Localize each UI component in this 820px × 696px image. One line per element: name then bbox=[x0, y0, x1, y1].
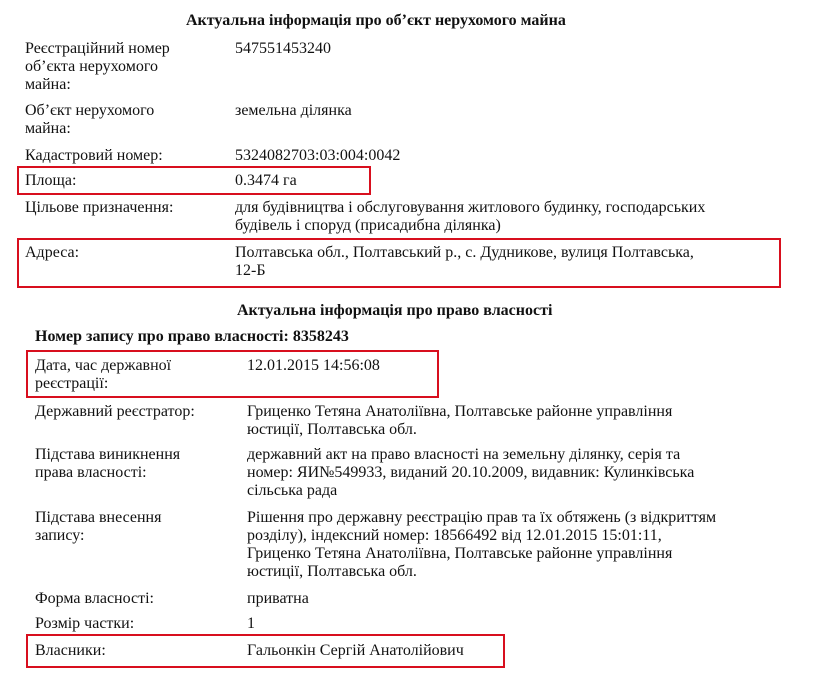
row-value: земельна ділянка bbox=[235, 102, 352, 119]
row-label: Форма власності: bbox=[35, 590, 154, 607]
row-value: приватна bbox=[247, 590, 309, 607]
row-label: Власники: bbox=[35, 642, 106, 659]
object-section-heading: Актуальна інформація про об’єкт нерухомого майна bbox=[186, 12, 566, 29]
row-value: розділу), індексний номер: 18566492 від 12.01.2015 15:01:11, bbox=[247, 527, 662, 544]
row-value: Гриценко Тетяна Анатоліївна, Полтавське районне управління bbox=[247, 403, 673, 420]
row-label: права власності: bbox=[35, 464, 147, 481]
ownership-section-heading: Актуальна інформація про право власності bbox=[237, 302, 553, 319]
row-label: Адреса: bbox=[25, 244, 80, 261]
row-label: Площа: bbox=[25, 172, 77, 189]
row-value: 5324082703:03:004:0042 bbox=[235, 147, 401, 164]
row-label: Об’єкт нерухомого bbox=[25, 102, 155, 119]
row-label: об’єкта нерухомого bbox=[25, 58, 159, 75]
row-label: Реєстраційний номер bbox=[25, 40, 170, 57]
row-value: державний акт на право власності на земельну ділянку, серія та bbox=[247, 446, 681, 463]
row-value: номер: ЯИ№549933, виданий 20.10.2009, видавник: Кулинківська bbox=[247, 464, 695, 481]
row-value: 547551453240 bbox=[235, 40, 331, 57]
row-label: реєстрації: bbox=[35, 375, 109, 392]
row-label: Дата, час державної bbox=[35, 357, 172, 374]
row-value: Гриценко Тетяна Анатоліївна, Полтавське районне управління bbox=[247, 545, 673, 562]
row-label: Державний реєстратор: bbox=[35, 403, 195, 420]
row-value: сільська рада bbox=[247, 482, 338, 499]
row-label: Підстава внесення bbox=[35, 509, 162, 526]
row-value: юстиції, Полтавська обл. bbox=[247, 563, 417, 580]
row-value: 12-Б bbox=[235, 262, 266, 279]
row-value: Гальонкін Сергій Анатолійович bbox=[247, 642, 464, 659]
row-label: Цільове призначення: bbox=[25, 199, 174, 216]
row-value: 0.3474 га bbox=[235, 172, 297, 189]
row-label: майна: bbox=[25, 76, 71, 93]
row-value: для будівництва і обслуговування житлового будинку, господарських bbox=[235, 199, 706, 216]
row-label: майна: bbox=[25, 120, 71, 137]
row-label: Підстава виникнення bbox=[35, 446, 181, 463]
row-value: Полтавська обл., Полтавський р., с. Дудникове, вулиця Полтавська, bbox=[235, 244, 694, 261]
row-value: Рішення про державну реєстрацію прав та їх обтяжень (з відкриттям bbox=[247, 509, 717, 526]
ownership-record-number: Номер запису про право власності: 8358243 bbox=[35, 328, 349, 345]
row-label: Розмір частки: bbox=[35, 615, 135, 632]
row-value: будівель і споруд (присадибна ділянка) bbox=[235, 217, 501, 234]
row-label: Кадастровий номер: bbox=[25, 147, 163, 164]
row-value: 12.01.2015 14:56:08 bbox=[247, 357, 380, 374]
row-value: 1 bbox=[247, 615, 255, 632]
row-value: юстиції, Полтавська обл. bbox=[247, 421, 417, 438]
row-label: запису: bbox=[35, 527, 85, 544]
